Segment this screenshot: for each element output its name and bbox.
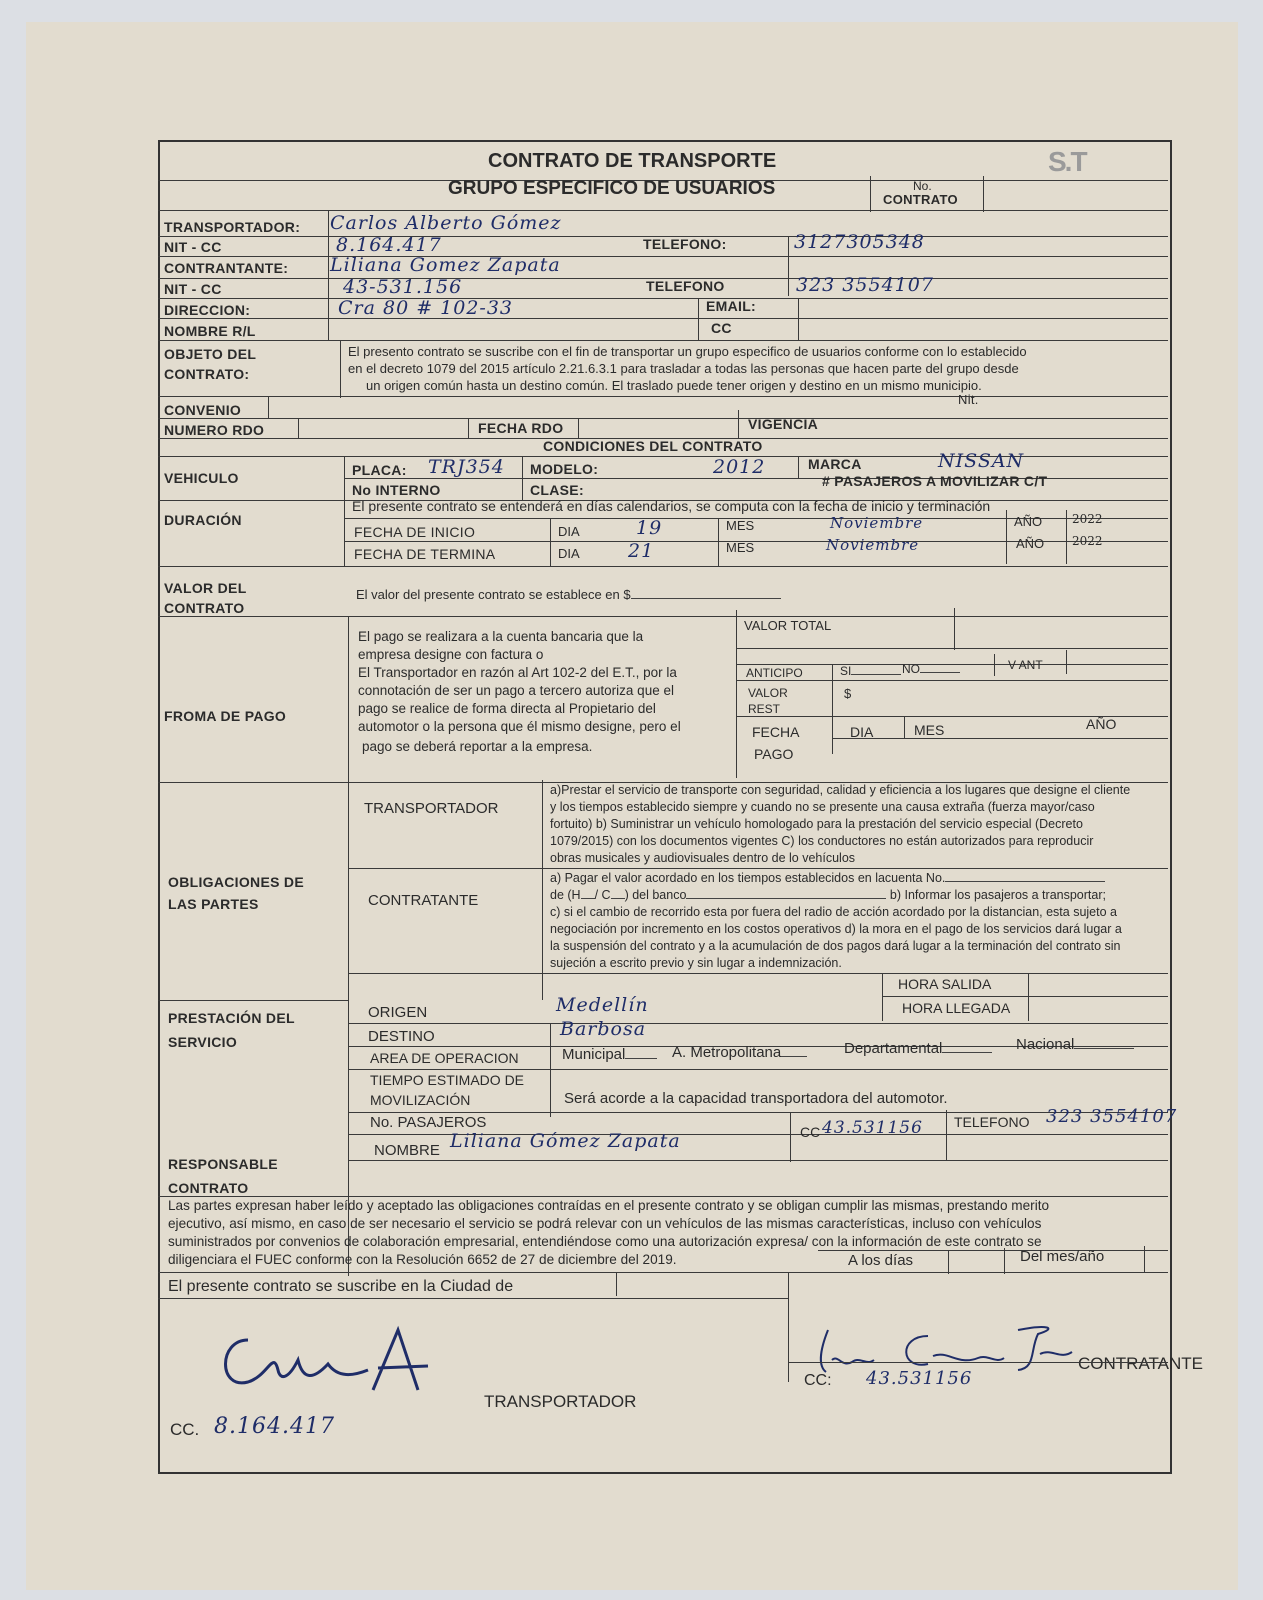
form-subtitle: GRUPO ESPECIFICO DE USUARIOS (448, 178, 776, 199)
obligaciones-transportador-label: TRANSPORTADOR (364, 800, 499, 817)
origen-label: ORIGEN (368, 1004, 428, 1021)
termina-mes-value[interactable]: Noviembre (826, 536, 920, 554)
valor-total-label: VALOR TOTAL (744, 618, 832, 633)
fecha-pago-label-2: PAGO (754, 746, 794, 762)
hora-salida-label: HORA SALIDA (898, 976, 992, 992)
responsable-cc-label: CC (800, 1124, 821, 1140)
duracion-text: El presente contrato se entenderá en días calendarios, se computa con la fecha de inicio y terminación (352, 498, 991, 514)
clase-label: CLASE: (530, 482, 584, 498)
direccion-label: DIRECCION: (164, 302, 251, 318)
cc-rl-label: CC (711, 320, 732, 336)
no-interno-label: No INTERNO (352, 482, 441, 498)
transportador-obligacion-4: 1079/2015) con los documentos vigentes C) los conductores no están autorizados para reproducir (550, 834, 1094, 848)
objeto-label-2: CONTRATO: (164, 366, 250, 382)
marca-label: MARCA (808, 456, 862, 472)
objeto-text-3: un origen común hasta un destino común. El traslado puede tener origen y destino en un mismo municipio. (366, 378, 982, 393)
tiempo-estimado-label-1: TIEMPO ESTIMADO DE (370, 1072, 525, 1088)
tiempo-estimado-label-2: MOVILIZACIÓN (370, 1092, 471, 1108)
area-nacional-option[interactable]: Nacional (1016, 1036, 1134, 1053)
no-pasajeros-text: Será acorde a la capacidad transportadora del automotor. (564, 1090, 948, 1107)
cc2-value[interactable]: 43.531156 (866, 1368, 973, 1389)
convenio-label: CONVENIO (164, 402, 242, 418)
anticipo-si-label[interactable]: SI (840, 664, 901, 678)
area-operacion-label: AREA DE OPERACION (370, 1050, 519, 1066)
pago-ano-label: AÑO (1086, 716, 1117, 732)
responsable-nombre-label: NOMBRE (374, 1142, 440, 1159)
contratante-obligacion-6: sujeción a escrito previo y sin lugar a indemnización. (550, 956, 842, 970)
pago-text-5: pago se realice de forma directa al Propietario del (358, 701, 656, 716)
area-municipal-option[interactable]: Municipal (562, 1046, 657, 1063)
responsable-telefono-value[interactable]: 323 3554107 (1046, 1106, 1178, 1127)
no-label: No. (913, 179, 932, 193)
fecha-inicio-label: FECHA DE INICIO (354, 524, 476, 540)
responsable-label-1: RESPONSABLE (168, 1156, 278, 1172)
pago-text-7: pago se deberá reportar a la empresa. (362, 739, 593, 754)
destino-label: DESTINO (368, 1028, 435, 1045)
valor-text: El valor del presente contrato se establece en $ (356, 586, 781, 603)
footer-paragraph-1: Las partes expresan haber leído y aceptado las obligaciones contraídas en el presente contrato y se obligan cumplir las mismas, prestando merito (168, 1198, 1050, 1213)
footer-paragraph-3: suministrados por convenios de colaboración empresarial, entendiéndose como una autorización expresa/ con la información de este contrato se (168, 1234, 1042, 1249)
no-pasajeros-label: No. PASAJEROS (370, 1114, 487, 1131)
contratante-obligacion-1: a) Pagar el valor acordado en los tiempos establecidos en lacuenta No. (550, 870, 1105, 887)
termina-ano-label: AÑO (1016, 536, 1045, 551)
valor-rest-label-1: VALOR (748, 686, 788, 700)
responsable-nombre-value[interactable]: Liliana Gómez Zapata (450, 1130, 681, 1152)
inicio-mes-value[interactable]: Noviembre (830, 514, 924, 532)
telefono-value[interactable]: 3127305348 (794, 231, 925, 253)
objeto-text-2: en el decreto 1079 del 2015 artículo 2.21.6.3.1 para trasladar a todas las personas que hacen parte del grupo desde (348, 361, 1019, 376)
contrato-number-label: CONTRATO (883, 192, 958, 207)
prestacion-label-2: SERVICIO (168, 1034, 238, 1050)
footer-paragraph-4: diligenciara el FUEC conforme con la Resolución 6652 de 27 de diciembre del 2019. (168, 1252, 677, 1267)
pago-text-3: El Transportador en razón al Art 102-2 del E.T., por la (358, 665, 677, 680)
telefono-2-label: TELEFONO (646, 278, 725, 294)
destino-value[interactable]: Barbosa (560, 1018, 647, 1040)
nit-cc-2-value[interactable]: 43-531.156 (343, 276, 463, 298)
a-los-dias-label: A los días (848, 1252, 914, 1269)
inicio-dia-value[interactable]: 19 (636, 517, 663, 539)
vehiculo-label: VEHICULO (164, 470, 239, 486)
numero-rdo-label: NUMERO RDO (164, 422, 265, 438)
valor-label-2: CONTRATO (164, 600, 245, 616)
transportador-signature (218, 1320, 448, 1410)
marca-value[interactable]: NISSAN (938, 450, 1025, 472)
origen-value[interactable]: Medellín (556, 994, 649, 1016)
contratante-obligacion-5: la suspensión del contrato y a la acumulación de dos pagos dará lugar a la terminación del contrato sin (550, 939, 1121, 953)
transportador-obligacion-3: fortuito) b) Suministrar un vehículo homologado para la prestación del servicio especial (Decreto (550, 817, 1083, 831)
modelo-label: MODELO: (530, 461, 599, 477)
valor-rest-dollar: $ (844, 686, 852, 701)
obligaciones-label-1: OBLIGACIONES DE (168, 874, 304, 890)
placa-value[interactable]: TRJ354 (428, 456, 505, 478)
inicio-ano-value[interactable]: 2022 (1072, 512, 1103, 526)
anticipo-label: ANTICIPO (746, 666, 803, 680)
transportador-obligacion-2: y los tiempos establecido siempre y cuando no se presente una causa extraña (fuerza mayor/caso (550, 800, 1095, 814)
ciudad-label: El presente contrato se suscribe en la Ciudad de (168, 1278, 514, 1295)
hora-llegada-label: HORA LLEGADA (902, 1000, 1011, 1016)
termina-dia-label: DIA (558, 546, 580, 561)
nit-cc-label: NIT - CC (164, 239, 222, 255)
inicio-dia-label: DIA (558, 524, 580, 539)
termina-ano-value[interactable]: 2022 (1072, 534, 1103, 548)
cc1-value[interactable]: 8.164.417 (214, 1414, 335, 1439)
vigencia-label: VIGENCIA (748, 416, 819, 432)
fecha-termina-label: FECHA DE TERMINA (354, 546, 496, 562)
contratante-obligacion-2: de (H / C ) del banco b) Informar los pasajeros a transportar; (550, 888, 1106, 902)
pago-text-1: El pago se realizara a la cuenta bancaria que la (358, 629, 644, 644)
valor-rest-label-2: REST (748, 702, 781, 716)
contract-form (158, 140, 1203, 1480)
cc1-label: CC. (170, 1420, 200, 1439)
contratante-label: CONTRANTANTE: (164, 260, 289, 276)
nit-convenio-label: Nit. (958, 392, 979, 407)
obligaciones-contratante-label: CONTRATANTE (368, 892, 479, 909)
objeto-label-1: OBJETO DEL (164, 346, 257, 362)
responsable-telefono-label: TELEFONO (954, 1114, 1030, 1130)
nombre-rl-label: NOMBRE R/L (164, 323, 256, 339)
contratante-obligacion-4: negociación por incremento en los costos operativos d) la mora en el pago de los servicios dará lugar a (550, 922, 1122, 936)
pago-text-2: empresa designe con factura o (358, 647, 544, 662)
email-label: EMAIL: (706, 298, 757, 314)
pago-text-4: connotación de ser un pago a tercero autoriza que el (358, 683, 674, 698)
v-ant-label: V ANT (1008, 658, 1043, 672)
area-metropolitana-option[interactable]: A. Metropolitana (672, 1044, 807, 1061)
obligaciones-label-2: LAS PARTES (168, 896, 259, 912)
transportador-value[interactable]: Carlos Alberto Gómez (330, 212, 562, 234)
duracion-label: DURACIÓN (164, 512, 242, 528)
pago-text-6: automotor o la persona que él mismo designe, pero el (358, 719, 681, 734)
inicio-ano-label: AÑO (1014, 514, 1043, 529)
pago-mes-label: MES (914, 722, 945, 738)
telefono-label: TELEFONO: (643, 236, 727, 252)
transportador-obligacion-5: obras musicales y audiovisuales dentro de lo vehículos (550, 851, 856, 865)
contratante-value[interactable]: Liliana Gomez Zapata (330, 254, 561, 276)
contratante-obligacion-3: c) si el cambio de recorrido esta por fuera del radio de acción acordado por la distancian, esta sujeto a (550, 905, 1117, 919)
del-mes-ano-label: Del mes/año (1020, 1248, 1105, 1265)
anticipo-no-label[interactable]: NO (902, 662, 960, 676)
direccion-value[interactable]: Cra 80 # 102-33 (338, 297, 514, 319)
forma-pago-label: FROMA DE PAGO (164, 708, 287, 724)
transportador-signature-label: TRANSPORTADOR (484, 1392, 637, 1411)
termina-dia-value[interactable]: 21 (628, 540, 655, 562)
form-title: CONTRATO DE TRANSPORTE (488, 150, 777, 172)
contratante-signature-label: CONTRATANTE (1078, 1354, 1203, 1373)
prestacion-label-1: PRESTACIÓN DEL (168, 1010, 295, 1026)
modelo-value[interactable]: 2012 (713, 456, 766, 478)
nit-cc-2-label: NIT - CC (164, 281, 222, 297)
transportador-obligacion-1: a)Prestar el servicio de transporte con seguridad, calidad y eficiencia a los lugares que designe el cliente (550, 783, 1131, 797)
company-logo: S.T (1048, 146, 1086, 177)
cc2-label: CC: (804, 1372, 832, 1389)
placa-label: PLACA: (352, 462, 407, 478)
transportador-label: TRANSPORTADOR: (164, 219, 301, 235)
termina-mes-label: MES (726, 540, 755, 555)
inicio-mes-label: MES (726, 518, 755, 533)
fecha-rdo-label: FECHA RDO (478, 420, 564, 436)
area-departamental-option[interactable]: Departamental (844, 1040, 992, 1057)
fecha-pago-label-1: FECHA (752, 724, 800, 740)
responsable-cc-value[interactable]: 43.531156 (822, 1118, 923, 1138)
nit-cc-value[interactable]: 8.164.417 (336, 234, 442, 256)
objeto-text-1: El presento contrato se suscribe con el fin de transportar un grupo especifico de usuarios conforme con lo establecido (348, 344, 1027, 359)
footer-paragraph-2: ejecutivo, así mismo, en caso de ser necesario el servicio se podrá relevar con un vehículos de las mismas características, incluso con vehículos (168, 1216, 1042, 1231)
valor-label-1: VALOR DEL (164, 580, 247, 596)
telefono-2-value[interactable]: 323 3554107 (796, 274, 934, 296)
responsable-label-2: CONTRATO (168, 1180, 249, 1196)
condiciones-title: CONDICIONES DEL CONTRATO (543, 438, 763, 454)
pasajeros-movilizar-label: # PASAJEROS A MOVILIZAR C/T (822, 473, 1048, 489)
pago-dia-label: DIA (850, 724, 874, 740)
